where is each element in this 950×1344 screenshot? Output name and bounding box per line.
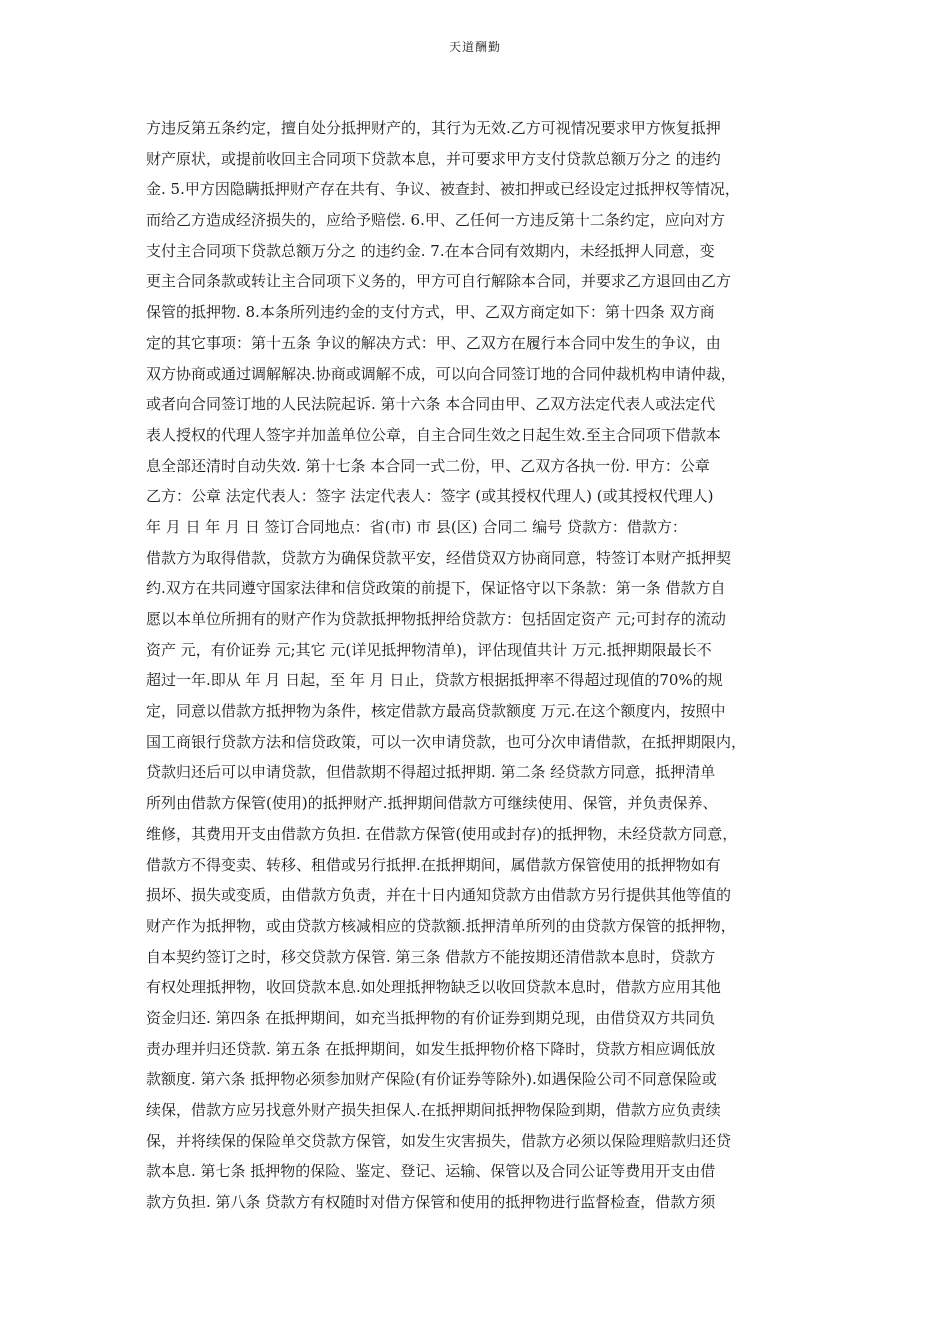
text-line: 保管的抵押物. 8.本条所列违约金的支付方式，甲、乙双方商定如下：第十四条 双方商 (146, 303, 715, 322)
text-line: 维修，其费用开支由借款方负担. 在借款方保管(使用或封存)的抵押物，未经贷款方同意， (146, 824, 738, 843)
document-body (146, 113, 806, 1218)
text-line: 表人授权的代理人签字并加盖单位公章，自主合同生效之日起生效.至主合同项下借款本 (146, 425, 721, 444)
text-line: 定的其它事项：第十五条 争议的解决方式：甲、乙双方在履行本合同中发生的争议，由 (146, 333, 721, 352)
text-line: 借款方为取得借款，贷款方为确保贷款平安，经借贷双方协商同意，特签订本财产抵押契 (146, 548, 732, 567)
text-line: 款额度. 第六条 抵押物必须参加财产保险(有价证券等除外).如遇保险公司不同意保险或 (146, 1070, 717, 1089)
text-line: 续保，借款方应另找意外财产损失担保人.在抵押期间抵押物保险到期，借款方应负责续 (146, 1101, 721, 1119)
text-line: 借款方不得变卖、转移、租借或另行抵押.在抵押期间，属借款方保管使用的抵押物如有 (146, 855, 721, 874)
text-line: 更主合同条款或转让主合同项下义务的，甲方可自行解除本合同，并要求乙方退回由乙方 (146, 272, 732, 291)
text-line: 资产 元，有价证券 元;其它 元(详见抵押物清单)，评估现值共计 万元.抵押期限最长不 (146, 640, 712, 659)
text-line: 愿以本单位所拥有的财产作为贷款抵押物抵押给贷款方：包括固定资产 元;可封存的流动 (146, 610, 726, 628)
text-line: 贷款归还后可以申请贷款，但借款期不得超过抵押期. 第二条 经贷款方同意，抵押清单 (146, 763, 716, 782)
text-line: 财产作为抵押物，或由贷款方核减相应的贷款额.抵押清单所列的由贷款方保管的抵押物， (146, 916, 736, 935)
text-line: 方违反第五条约定，擅自处分抵押财产的，其行为无效.乙方可视情况要求甲方恢复抵押 (146, 119, 721, 137)
text-line: 定，同意以借款方抵押物为条件，核定借款方最高贷款额度 万元.在这个额度内，按照中 (146, 702, 726, 721)
text-line: 责办理并归还贷款. 第五条 在抵押期间，如发生抵押物价格下降时，贷款方相应调低放 (146, 1039, 716, 1058)
text-line: 损坏、损失或变质，由借款方负责，并在十日内通知贷款方由借款方另行提供其他等值的 (146, 886, 732, 905)
text-line: 保，并将续保的保险单交贷款方保管，如发生灾害损失，借款方必须以保险理赔款归还贷 (146, 1131, 732, 1150)
text-line: 款方负担. 第八条 贷款方有权随时对借方保管和使用的抵押物进行监督检查，借款方须 (146, 1193, 716, 1212)
text-line: 而给乙方造成经济损失的，应给予赔偿. 6.甲、乙任何一方违反第十二条约定，应向对方 (146, 211, 725, 230)
text-line: 息全部还清时自动失效. 第十七条 本合同一式二份，甲、乙双方各执一份. 甲方：公章 (146, 456, 710, 475)
text-line: 超过一年.即从 年 月 日起，至 年 月 日止，贷款方根据抵押率不得超过现值的70%的规 (146, 671, 723, 690)
text-line: 双方协商或通过调解解决.协商或调解不成，可以向合同签订地的合同仲裁机构申请仲裁， (146, 364, 736, 383)
text-line: 所列由借款方保管(使用)的抵押财产.抵押期间借款方可继续使用、保管，并负责保养、 (146, 794, 718, 813)
text-line: 金. 5.甲方因隐瞒抵押财产存在共有、争议、被查封、被扣押或已经设定过抵押权等情况， (146, 180, 740, 199)
text-line: 有权处理抵押物，收回贷款本息.如处理抵押物缺乏以收回贷款本息时，借款方应用其他 (146, 978, 721, 997)
text-line: 约.双方在共同遵守国家法律和信贷政策的前提下，保证恪守以下条款：第一条 借款方自 (146, 579, 726, 598)
text-line: 或者向合同签订地的人民法院起诉. 第十六条 本合同由甲、乙双方法定代表人或法定代 (146, 395, 716, 414)
text-line: 财产原状，或提前收回主合同项下贷款本息，并可要求甲方支付贷款总额万分之 的违约 (146, 149, 721, 168)
text-line: 年 月 日 年 月 日 签订合同地点：省(市) 市 县(区) 合同二 编号 贷款方：借款方： (146, 517, 687, 536)
text-line: 自本契约签订之时，移交贷款方保管. 第三条 借款方不能按期还清借款本息时，贷款方 (146, 947, 716, 966)
page-header: 天道酬勤 (448, 40, 501, 54)
text-line: 国工商银行贷款方法和信贷政策，可以一次申请贷款，也可分次申请借款，在抵押期限内， (146, 732, 747, 751)
text-line: 支付主合同项下贷款总额万分之 的违约金. 7.在本合同有效期内，未经抵押人同意，变 (146, 241, 715, 260)
text-line: 款本息. 第七条 抵押物的保险、鉴定、登记、运输、保管以及合同公证等费用开支由借 (146, 1162, 716, 1181)
text-line: 乙方：公章 法定代表人：签字 法定代表人：签字 (或其授权代理人) (或其授权代理人) (146, 487, 714, 506)
text-line: 资金归还. 第四条 在抵押期间，如充当抵押物的有价证券到期兑现，由借贷双方共同负 (146, 1008, 716, 1027)
